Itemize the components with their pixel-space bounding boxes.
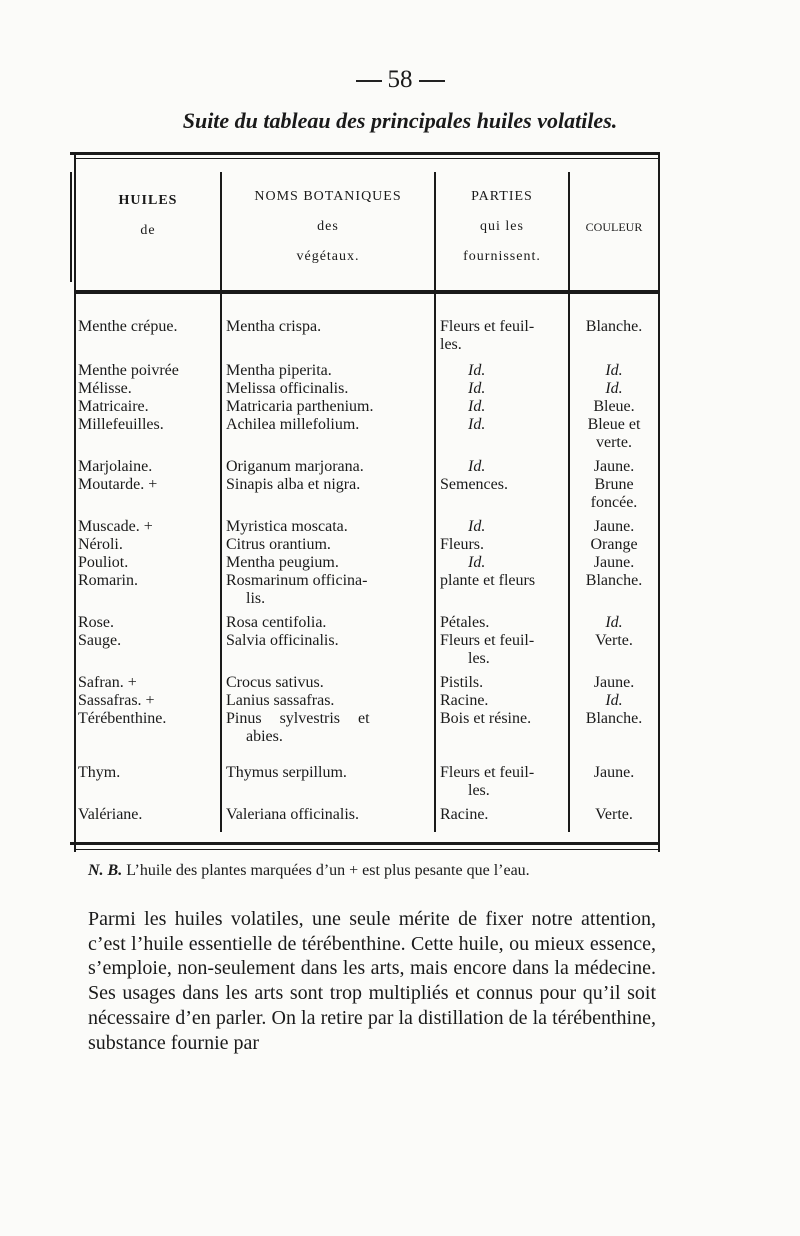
row-18-huile: Valériane. — [78, 806, 143, 823]
header-parties-line1: PARTIES — [471, 189, 533, 204]
row-12-huile: Rose. — [78, 614, 114, 631]
row-11-couleur: Blanche. — [585, 572, 643, 589]
row-15-huile: Sassafras. + — [78, 692, 155, 709]
row-16-couleur: Blanche. — [585, 710, 643, 727]
table-caption: Suite du tableau des principales huiles volatiles. — [182, 108, 618, 133]
row-11-nom-line2: lis. — [246, 590, 266, 607]
header-noms — [222, 182, 434, 272]
row-4-parties: Id. — [468, 398, 486, 415]
row-2-nom: Mentha piperita. — [226, 362, 332, 379]
row-7-huile: Moutarde. + — [78, 476, 158, 493]
row-17-nom: Thymus serpillum. — [226, 764, 347, 781]
row-13-couleur: Verte. — [595, 632, 633, 649]
row-13-parties-line1: Fleurs et feuil- — [440, 632, 535, 649]
table-bottom-rule — [70, 842, 660, 845]
row-13-nom: Salvia officinalis. — [226, 632, 339, 649]
header-noms-line3: végétaux. — [296, 249, 360, 264]
table-bottom-rule-thin — [74, 849, 660, 850]
row-8-huile: Muscade. + — [78, 518, 153, 535]
oils-table — [74, 152, 660, 852]
row-6-parties: Id. — [468, 458, 486, 475]
row-8-nom: Myristica moscata. — [226, 518, 348, 535]
table-top-rule — [70, 152, 660, 155]
row-17-parties-line1: Fleurs et feuil- — [440, 764, 535, 781]
header-parties-line3: fournissent. — [463, 249, 541, 264]
row-17-huile: Thym. — [78, 764, 121, 781]
header-huiles — [78, 186, 218, 246]
footnote-label: N. B. — [88, 862, 123, 879]
row-1-huile: Menthe crépue. — [78, 318, 178, 335]
header-parties-line2: qui les — [480, 219, 524, 234]
row-13-parties — [440, 632, 570, 668]
row-5-huile: Millefeuilles. — [78, 416, 164, 433]
row-18-couleur: Verte. — [595, 806, 633, 823]
table-left-border — [74, 152, 76, 852]
row-2-couleur: Id. — [605, 362, 623, 379]
row-12-parties: Pétales. — [440, 614, 490, 631]
body-paragraph: Parmi les huiles volatiles, une seule mérite de fixer notre attention, c’est l’huile essentielle de térébenthine. Cette huile, ou mieux essence, s’emploie, non-seulement dans les arts, mais encore dans la médecine. Ses usages dans les arts sont trop multipliés et connus pour qu’il soit nécessaire d’en parler. On la retire par la distillation de la térébenthine, substance fournie par — [88, 908, 656, 1054]
row-3-huile: Mélisse. — [78, 380, 132, 397]
row-16-huile: Térébenthine. — [78, 710, 167, 727]
row-6-couleur: Jaune. — [593, 458, 635, 475]
row-4-huile: Matricaire. — [78, 398, 149, 415]
row-16-nom-line1: Pinus sylvestris et — [226, 710, 370, 727]
row-6-nom: Origanum marjorana. — [226, 458, 364, 475]
row-18-nom: Valeriana officinalis. — [226, 806, 359, 823]
row-11-nom — [226, 572, 432, 608]
column-separator-3 — [568, 172, 570, 832]
row-16-parties: Bois et résine. — [440, 710, 532, 727]
row-17-parties-line2: les. — [468, 782, 490, 799]
header-huiles-line2: de — [140, 223, 156, 238]
row-5-couleur — [574, 416, 654, 452]
row-11-parties: plante et fleurs — [440, 572, 536, 589]
row-9-nom: Citrus orantium. — [226, 536, 331, 553]
row-9-huile: Néroli. — [78, 536, 123, 553]
header-noms-line1: NOMS BOTANIQUES — [254, 189, 402, 204]
row-2-parties: Id. — [468, 362, 486, 379]
page-number-text: 58 — [387, 66, 413, 93]
row-7-couleur — [574, 476, 654, 512]
row-10-parties: Id. — [468, 554, 486, 571]
header-couleur: COULEUR — [585, 220, 643, 234]
row-4-couleur: Bleue. — [593, 398, 635, 415]
row-3-nom: Melissa officinalis. — [226, 380, 349, 397]
row-10-huile: Pouliot. — [78, 554, 129, 571]
row-2-huile: Menthe poivrée — [78, 362, 179, 379]
row-9-couleur: Orange — [590, 536, 638, 553]
row-17-parties — [440, 764, 570, 800]
table-left-border-outer — [70, 172, 72, 282]
row-3-parties: Id. — [468, 380, 486, 397]
row-16-nom-line2: abies. — [246, 728, 283, 745]
footnote-text: L’huile des plantes marquées d’un + est plus pesante que l’eau. — [126, 862, 530, 879]
row-10-nom: Mentha peugium. — [226, 554, 339, 571]
row-15-nom: Lanius sassafras. — [226, 692, 335, 709]
row-5-couleur-line1: Bleue et — [587, 416, 641, 433]
row-6-huile: Marjolaine. — [78, 458, 153, 475]
row-16-nom — [226, 710, 432, 746]
row-5-parties: Id. — [468, 416, 486, 433]
page-number-dash-right — [419, 80, 445, 82]
page-number — [0, 66, 800, 94]
row-3-couleur: Id. — [605, 380, 623, 397]
row-14-couleur: Jaune. — [593, 674, 635, 691]
row-11-huile: Romarin. — [78, 572, 138, 589]
row-1-nom: Mentha crispa. — [226, 318, 322, 335]
row-15-parties: Racine. — [440, 692, 489, 709]
row-13-parties-line2: les. — [468, 650, 490, 667]
row-18-parties: Racine. — [440, 806, 489, 823]
row-8-parties: Id. — [468, 518, 486, 535]
row-1-parties — [440, 318, 570, 354]
row-7-parties: Semences. — [440, 476, 508, 493]
row-14-huile: Safran. + — [78, 674, 137, 691]
header-parties — [436, 182, 568, 272]
row-7-couleur-line2: foncée. — [590, 494, 638, 511]
row-10-couleur: Jaune. — [593, 554, 635, 571]
row-9-parties: Fleurs. — [440, 536, 484, 553]
row-12-nom: Rosa centifolia. — [226, 614, 327, 631]
row-8-couleur: Jaune. — [593, 518, 635, 535]
row-5-couleur-line2: verte. — [596, 434, 632, 451]
row-4-nom: Matricaria parthenium. — [226, 398, 374, 415]
row-1-couleur: Blanche. — [585, 318, 643, 335]
footnote — [88, 862, 662, 880]
row-17-couleur: Jaune. — [593, 764, 635, 781]
row-1-parties-line2: les. — [440, 336, 462, 353]
table-top-rule-thin — [74, 158, 660, 159]
table-right-border — [658, 152, 660, 852]
header-huiles-line1: HUILES — [118, 193, 178, 208]
row-14-nom: Crocus sativus. — [226, 674, 324, 691]
row-7-nom: Sinapis alba et nigra. — [226, 476, 361, 493]
row-14-parties: Pistils. — [440, 674, 484, 691]
row-15-couleur: Id. — [605, 692, 623, 709]
row-12-couleur: Id. — [605, 614, 623, 631]
row-5-nom: Achilea millefolium. — [226, 416, 360, 433]
row-1-parties-line1: Fleurs et feuil- — [440, 318, 535, 335]
row-11-nom-line1: Rosmarinum officina- — [226, 572, 368, 589]
row-7-couleur-line1: Brune — [594, 476, 634, 493]
page-number-dash-left — [356, 80, 382, 82]
header-separator-rule — [74, 290, 660, 294]
header-noms-line2: des — [317, 219, 339, 234]
row-13-huile: Sauge. — [78, 632, 122, 649]
